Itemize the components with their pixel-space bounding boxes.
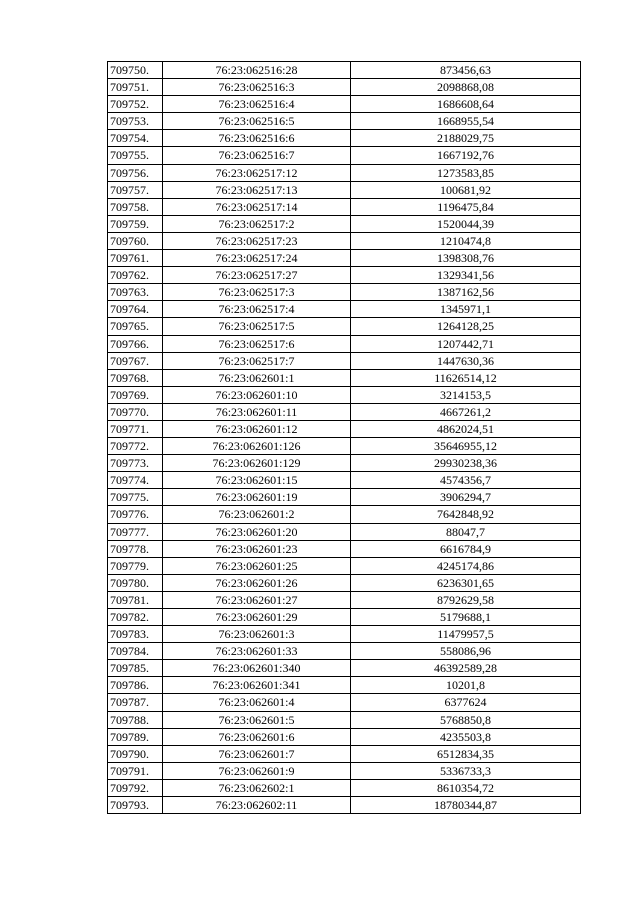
cadastral-number-cell: 76:23:062516:5 bbox=[163, 113, 351, 130]
cadastral-value-cell: 4667261,2 bbox=[351, 403, 581, 420]
cadastral-value-cell: 6512834,35 bbox=[351, 745, 581, 762]
cadastral-value-cell: 1686608,64 bbox=[351, 96, 581, 113]
row-number-cell: 709772. bbox=[108, 438, 163, 455]
cadastral-number-cell: 76:23:062601:25 bbox=[163, 557, 351, 574]
cadastral-value-cell: 1667192,76 bbox=[351, 147, 581, 164]
cadastral-number-cell: 76:23:062601:26 bbox=[163, 574, 351, 591]
cadastral-value-cell: 1196475,84 bbox=[351, 198, 581, 215]
row-number-cell: 709767. bbox=[108, 352, 163, 369]
table-row bbox=[108, 232, 581, 249]
cadastral-number-cell: 76:23:062517:24 bbox=[163, 250, 351, 267]
cadastral-value-cell: 1345971,1 bbox=[351, 301, 581, 318]
cadastral-number-cell: 76:23:062601:20 bbox=[163, 523, 351, 540]
table-row bbox=[108, 557, 581, 574]
cadastral-number-cell: 76:23:062516:28 bbox=[163, 62, 351, 79]
row-number-cell: 709751. bbox=[108, 79, 163, 96]
table-row bbox=[108, 660, 581, 677]
cadastral-value-cell: 11479957,5 bbox=[351, 626, 581, 643]
table-row bbox=[108, 591, 581, 608]
cadastral-number-cell: 76:23:062601:23 bbox=[163, 540, 351, 557]
cadastral-value-cell: 10201,8 bbox=[351, 677, 581, 694]
table-row bbox=[108, 164, 581, 181]
cadastral-value-cell: 558086,96 bbox=[351, 643, 581, 660]
cadastral-number-cell: 76:23:062517:5 bbox=[163, 318, 351, 335]
row-number-cell: 709793. bbox=[108, 797, 163, 814]
table-row bbox=[108, 369, 581, 386]
row-number-cell: 709790. bbox=[108, 745, 163, 762]
row-number-cell: 709778. bbox=[108, 540, 163, 557]
cadastral-number-cell: 76:23:062516:7 bbox=[163, 147, 351, 164]
row-number-cell: 709753. bbox=[108, 113, 163, 130]
cadastral-value-cell: 873456,63 bbox=[351, 62, 581, 79]
cadastral-value-cell: 4574356,7 bbox=[351, 472, 581, 489]
row-number-cell: 709759. bbox=[108, 215, 163, 232]
row-number-cell: 709792. bbox=[108, 779, 163, 796]
cadastral-value-cell: 46392589,28 bbox=[351, 660, 581, 677]
cadastral-number-cell: 76:23:062601:15 bbox=[163, 472, 351, 489]
row-number-cell: 709757. bbox=[108, 181, 163, 198]
cadastral-number-cell: 76:23:062602:11 bbox=[163, 797, 351, 814]
cadastral-number-cell: 76:23:062601:2 bbox=[163, 506, 351, 523]
row-number-cell: 709765. bbox=[108, 318, 163, 335]
cadastral-value-table bbox=[107, 61, 581, 814]
row-number-cell: 709791. bbox=[108, 762, 163, 779]
cadastral-value-cell: 88047,7 bbox=[351, 523, 581, 540]
row-number-cell: 709782. bbox=[108, 609, 163, 626]
cadastral-value-cell: 11626514,12 bbox=[351, 369, 581, 386]
cadastral-number-cell: 76:23:062517:13 bbox=[163, 181, 351, 198]
cadastral-number-cell: 76:23:062601:19 bbox=[163, 489, 351, 506]
table-row bbox=[108, 284, 581, 301]
row-number-cell: 709789. bbox=[108, 728, 163, 745]
cadastral-value-cell: 100681,92 bbox=[351, 181, 581, 198]
cadastral-value-cell: 4235503,8 bbox=[351, 728, 581, 745]
table-row bbox=[108, 267, 581, 284]
row-number-cell: 709775. bbox=[108, 489, 163, 506]
row-number-cell: 709758. bbox=[108, 198, 163, 215]
table-row bbox=[108, 711, 581, 728]
cadastral-value-cell: 6616784,9 bbox=[351, 540, 581, 557]
cadastral-value-cell: 1398308,76 bbox=[351, 250, 581, 267]
table-row bbox=[108, 745, 581, 762]
cadastral-value-cell: 1668955,54 bbox=[351, 113, 581, 130]
cadastral-number-cell: 76:23:062601:33 bbox=[163, 643, 351, 660]
cadastral-value-cell: 18780344,87 bbox=[351, 797, 581, 814]
row-number-cell: 709752. bbox=[108, 96, 163, 113]
cadastral-number-cell: 76:23:062516:3 bbox=[163, 79, 351, 96]
table-row bbox=[108, 643, 581, 660]
cadastral-value-cell: 1273583,85 bbox=[351, 164, 581, 181]
table-row bbox=[108, 215, 581, 232]
table-row bbox=[108, 318, 581, 335]
row-number-cell: 709766. bbox=[108, 335, 163, 352]
table-row bbox=[108, 403, 581, 420]
table-row bbox=[108, 250, 581, 267]
row-number-cell: 709770. bbox=[108, 403, 163, 420]
row-number-cell: 709761. bbox=[108, 250, 163, 267]
table-row bbox=[108, 506, 581, 523]
cadastral-value-cell: 6377624 bbox=[351, 694, 581, 711]
row-number-cell: 709768. bbox=[108, 369, 163, 386]
table-row bbox=[108, 79, 581, 96]
cadastral-number-cell: 76:23:062601:129 bbox=[163, 455, 351, 472]
table-row bbox=[108, 574, 581, 591]
cadastral-value-cell: 6236301,65 bbox=[351, 574, 581, 591]
table-row bbox=[108, 779, 581, 796]
row-number-cell: 709785. bbox=[108, 660, 163, 677]
cadastral-value-cell: 3906294,7 bbox=[351, 489, 581, 506]
row-number-cell: 709784. bbox=[108, 643, 163, 660]
cadastral-number-cell: 76:23:062517:7 bbox=[163, 352, 351, 369]
cadastral-value-cell: 1447630,36 bbox=[351, 352, 581, 369]
cadastral-number-cell: 76:23:062601:341 bbox=[163, 677, 351, 694]
cadastral-number-cell: 76:23:062517:2 bbox=[163, 215, 351, 232]
row-number-cell: 709773. bbox=[108, 455, 163, 472]
cadastral-number-cell: 76:23:062601:9 bbox=[163, 762, 351, 779]
table-row bbox=[108, 694, 581, 711]
table-row bbox=[108, 728, 581, 745]
table-row bbox=[108, 96, 581, 113]
cadastral-number-cell: 76:23:062601:27 bbox=[163, 591, 351, 608]
cadastral-number-cell: 76:23:062601:10 bbox=[163, 386, 351, 403]
row-number-cell: 709783. bbox=[108, 626, 163, 643]
row-number-cell: 709786. bbox=[108, 677, 163, 694]
cadastral-value-cell: 3214153,5 bbox=[351, 386, 581, 403]
table-row bbox=[108, 301, 581, 318]
table-row bbox=[108, 62, 581, 79]
row-number-cell: 709777. bbox=[108, 523, 163, 540]
cadastral-number-cell: 76:23:062517:14 bbox=[163, 198, 351, 215]
row-number-cell: 709779. bbox=[108, 557, 163, 574]
row-number-cell: 709771. bbox=[108, 420, 163, 437]
table-row bbox=[108, 113, 581, 130]
cadastral-number-cell: 76:23:062517:6 bbox=[163, 335, 351, 352]
table-row bbox=[108, 455, 581, 472]
table-row bbox=[108, 677, 581, 694]
cadastral-value-cell: 5768850,8 bbox=[351, 711, 581, 728]
cadastral-number-cell: 76:23:062601:5 bbox=[163, 711, 351, 728]
cadastral-value-cell: 35646955,12 bbox=[351, 438, 581, 455]
table-row bbox=[108, 540, 581, 557]
table-row bbox=[108, 626, 581, 643]
cadastral-number-cell: 76:23:062517:23 bbox=[163, 232, 351, 249]
row-number-cell: 709788. bbox=[108, 711, 163, 728]
table-row bbox=[108, 762, 581, 779]
cadastral-value-cell: 5179688,1 bbox=[351, 609, 581, 626]
row-number-cell: 709776. bbox=[108, 506, 163, 523]
table-row bbox=[108, 420, 581, 437]
cadastral-number-cell: 76:23:062601:3 bbox=[163, 626, 351, 643]
cadastral-number-cell: 76:23:062601:340 bbox=[163, 660, 351, 677]
cadastral-number-cell: 76:23:062601:4 bbox=[163, 694, 351, 711]
cadastral-number-cell: 76:23:062601:1 bbox=[163, 369, 351, 386]
cadastral-value-cell: 1387162,56 bbox=[351, 284, 581, 301]
row-number-cell: 709750. bbox=[108, 62, 163, 79]
cadastral-number-cell: 76:23:062601:29 bbox=[163, 609, 351, 626]
cadastral-number-cell: 76:23:062601:6 bbox=[163, 728, 351, 745]
row-number-cell: 709774. bbox=[108, 472, 163, 489]
cadastral-number-cell: 76:23:062601:7 bbox=[163, 745, 351, 762]
cadastral-number-cell: 76:23:062601:126 bbox=[163, 438, 351, 455]
row-number-cell: 709756. bbox=[108, 164, 163, 181]
row-number-cell: 709764. bbox=[108, 301, 163, 318]
cadastral-value-cell: 1520044,39 bbox=[351, 215, 581, 232]
cadastral-value-cell: 5336733,3 bbox=[351, 762, 581, 779]
row-number-cell: 709762. bbox=[108, 267, 163, 284]
cadastral-value-cell: 8610354,72 bbox=[351, 779, 581, 796]
table-row bbox=[108, 609, 581, 626]
table-row bbox=[108, 438, 581, 455]
table-row bbox=[108, 489, 581, 506]
row-number-cell: 709780. bbox=[108, 574, 163, 591]
table-row bbox=[108, 352, 581, 369]
cadastral-value-cell: 29930238,36 bbox=[351, 455, 581, 472]
row-number-cell: 709769. bbox=[108, 386, 163, 403]
table-row bbox=[108, 797, 581, 814]
cadastral-value-cell: 2188029,75 bbox=[351, 130, 581, 147]
cadastral-number-cell: 76:23:062517:4 bbox=[163, 301, 351, 318]
cadastral-number-cell: 76:23:062601:11 bbox=[163, 403, 351, 420]
table-row bbox=[108, 472, 581, 489]
table-row bbox=[108, 523, 581, 540]
table-row bbox=[108, 130, 581, 147]
cadastral-value-cell: 8792629,58 bbox=[351, 591, 581, 608]
row-number-cell: 709781. bbox=[108, 591, 163, 608]
table-row bbox=[108, 181, 581, 198]
cadastral-value-cell: 1329341,56 bbox=[351, 267, 581, 284]
cadastral-value-cell: 4245174,86 bbox=[351, 557, 581, 574]
table-row bbox=[108, 335, 581, 352]
cadastral-number-cell: 76:23:062516:6 bbox=[163, 130, 351, 147]
cadastral-value-cell: 4862024,51 bbox=[351, 420, 581, 437]
cadastral-number-cell: 76:23:062602:1 bbox=[163, 779, 351, 796]
row-number-cell: 709763. bbox=[108, 284, 163, 301]
row-number-cell: 709754. bbox=[108, 130, 163, 147]
table-row bbox=[108, 386, 581, 403]
cadastral-value-cell: 1210474,8 bbox=[351, 232, 581, 249]
table-body bbox=[108, 62, 581, 814]
cadastral-number-cell: 76:23:062601:12 bbox=[163, 420, 351, 437]
row-number-cell: 709760. bbox=[108, 232, 163, 249]
cadastral-value-cell: 1207442,71 bbox=[351, 335, 581, 352]
cadastral-number-cell: 76:23:062517:12 bbox=[163, 164, 351, 181]
row-number-cell: 709755. bbox=[108, 147, 163, 164]
cadastral-number-cell: 76:23:062517:3 bbox=[163, 284, 351, 301]
cadastral-value-cell: 7642848,92 bbox=[351, 506, 581, 523]
row-number-cell: 709787. bbox=[108, 694, 163, 711]
table-row bbox=[108, 198, 581, 215]
cadastral-value-cell: 2098868,08 bbox=[351, 79, 581, 96]
table-row bbox=[108, 147, 581, 164]
cadastral-number-cell: 76:23:062516:4 bbox=[163, 96, 351, 113]
cadastral-value-cell: 1264128,25 bbox=[351, 318, 581, 335]
cadastral-number-cell: 76:23:062517:27 bbox=[163, 267, 351, 284]
